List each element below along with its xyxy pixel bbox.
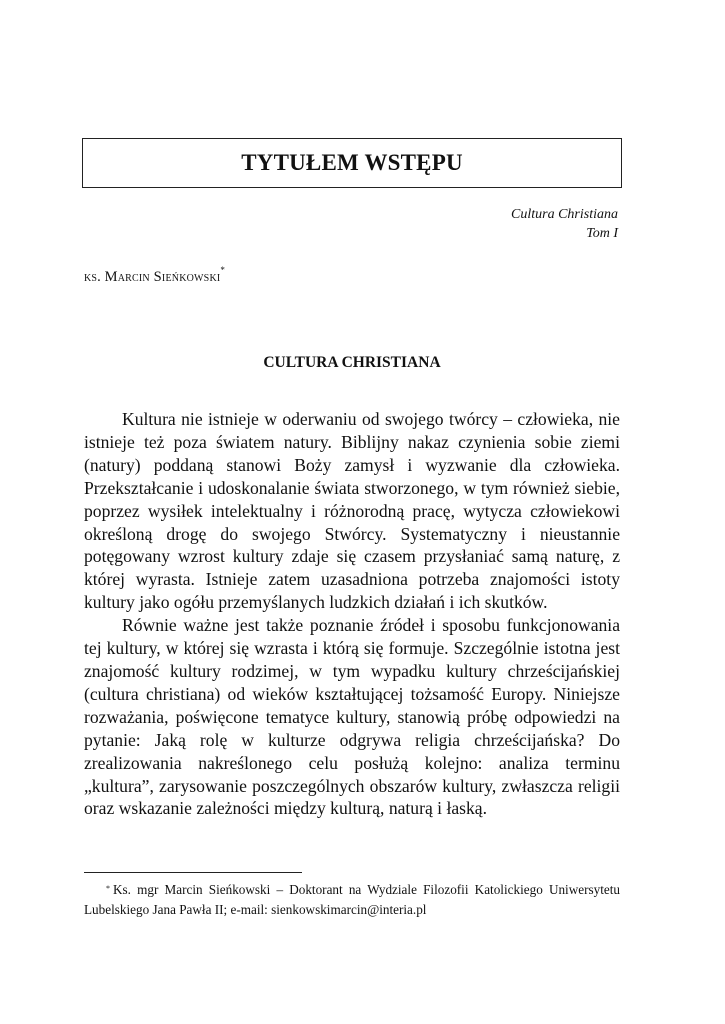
- section-heading: CULTURA CHRISTIANA: [263, 354, 441, 371]
- footnote-text: Ks. mgr Marcin Sieńkowski – Doktorant na Wydziale Filozofii Katolickiego Uniwersytetu Lubelskiego Jana Pawła II; e-mail: sienkowskimarcin@interia.pl: [84, 882, 620, 917]
- series-name: Cultura Christiana: [511, 207, 618, 222]
- footnote-divider: [84, 872, 302, 873]
- page-title: TYTUŁEM WSTĘPU: [241, 150, 463, 175]
- body-text: [84, 408, 620, 820]
- title-box: [82, 138, 622, 188]
- footnote-marker: *: [106, 884, 110, 893]
- paragraph-2: Równie ważne jest także poznanie źródeł i sposobu funkcjonowania tej kultury, w której się wzrasta i którą się formuje. Szczególnie istotna jest znajomość kultury rodzimej, w tym wypadku kultury chrześcijańskiej (cultura christiana) od wieków kształtującej tożsamość Europy. Niniejsze rozważania, poświęcone tematyce kultury, stanowią próbę odpowiedzi na pytanie: Jaką rolę w kulturze odgrywa religia chrześcijańska? Do zrealizowania nakreślonego celu posłużą kolejno: analiza terminu „kultura”, zarysowanie poszczególnych obszarów kultury, zwłaszcza religii oraz wskazanie zależności między kulturą, naturą i łaską.: [84, 615, 620, 819]
- author-name: Marcin Sieńkowski: [104, 268, 221, 285]
- footnote: [84, 881, 620, 919]
- paragraph-1: Kultura nie istnieje w oderwaniu od swojego twórcy – człowieka, nie istnieje też poza światem natury. Biblijny nakaz czynienia sobie ziemi (natury) poddaną stanowi Boży zamysł i wyzwanie dla człowieka. Przekształcanie i udoskonalanie świata stworzonego, w tym również siebie, poprzez wysiłek intelektualny i różnorodną pracę, wytycza człowiekowi określoną drogę do swojego Stwórcy. Systematyczny i nieustannie potęgowany wzrost kultury zdaje się czasem przysłaniać samą naturę, z której wyrasta. Istnieje zatem uzasadniona potrzeba znajomości istoty kultury jako ogółu przemyślanych ludzkich działań i ich skutków.: [84, 409, 620, 613]
- author-line: [84, 262, 225, 287]
- author-prefix: ks.: [84, 268, 102, 285]
- author-footnote-marker: *: [220, 265, 225, 275]
- series-volume: Tom I: [586, 226, 618, 241]
- series-info: [511, 205, 618, 243]
